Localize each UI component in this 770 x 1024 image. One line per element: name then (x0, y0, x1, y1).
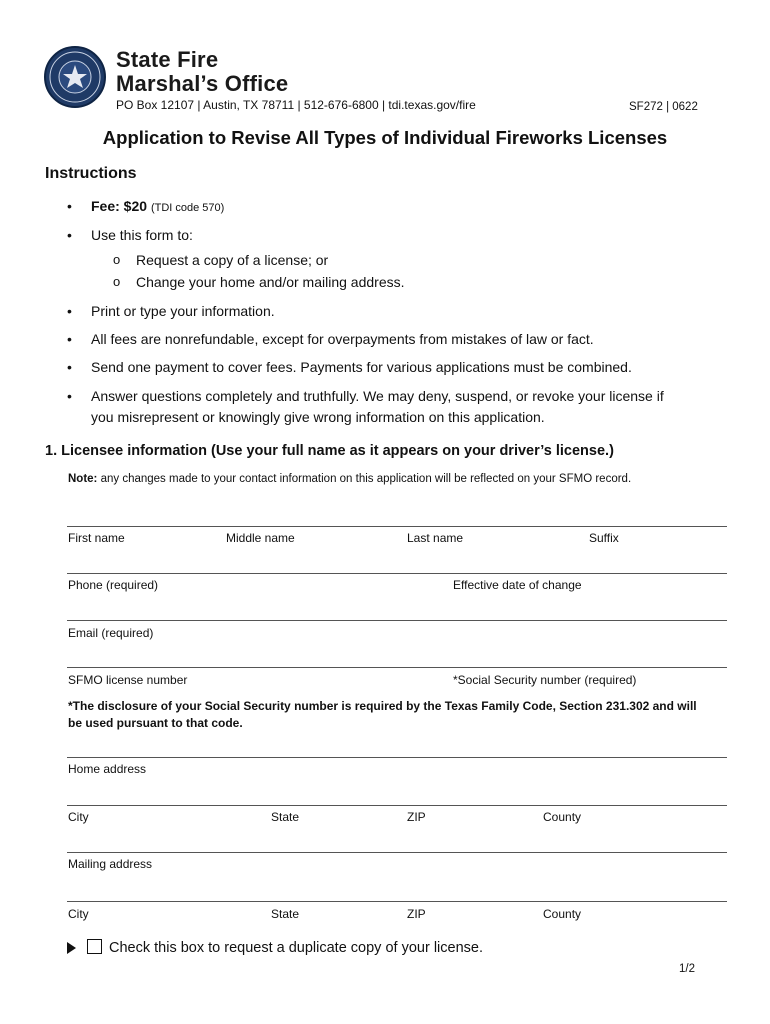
instructions-heading: Instructions (45, 165, 137, 182)
mailing-address-field[interactable]: Mailing address (68, 857, 153, 871)
field-divider (67, 667, 727, 668)
bullet: • (67, 227, 72, 243)
contact-address: PO Box 12107 | Austin, TX 78711 | 512-676-6800 | tdi.texas.gov/fire (116, 98, 476, 112)
fee-label: Fee: $20 (91, 198, 148, 214)
first-name-field[interactable]: First name (68, 531, 125, 545)
mailing-county-field[interactable]: County (543, 907, 582, 921)
org-name-line1: State Fire (116, 47, 219, 72)
phone-field[interactable]: Phone (required) (68, 578, 159, 592)
home-address-field[interactable]: Home address (68, 762, 147, 776)
arrow-right-icon (67, 942, 76, 954)
disclosure-line1: *The disclosure of your Social Security number is required by the Texas Family Code, Section 231.302 and will (68, 699, 697, 713)
mailing-state-field[interactable]: State (271, 907, 300, 921)
bullet: • (67, 388, 72, 404)
mailing-zip-field[interactable]: ZIP (407, 907, 426, 921)
home-state-field[interactable]: State (271, 810, 300, 824)
bullet: • (67, 331, 72, 347)
field-divider (67, 805, 727, 806)
bullet: • (67, 303, 72, 319)
note-text: any changes made to your contact information on this application will be reflected on your SFMO record. (97, 473, 632, 485)
home-city-field[interactable]: City (68, 810, 89, 824)
section1-heading: 1. Licensee information (Use your full name as it appears on your driver’s license.) (45, 443, 614, 459)
instruction-item: Print or type your information. (91, 303, 275, 319)
instruction-item-line2: you misrepresent or knowingly give wrong information on this application. (91, 409, 545, 425)
home-county-field[interactable]: County (543, 810, 582, 824)
org-name-line2: Marshal’s Office (116, 71, 289, 96)
middle-name-field[interactable]: Middle name (226, 531, 295, 545)
instruction-item-line1: Answer questions completely and truthfully. We may deny, suspend, or revoke your license if (91, 388, 664, 404)
section1-note (68, 473, 631, 485)
field-divider (67, 526, 727, 527)
suffix-field[interactable]: Suffix (589, 531, 619, 545)
sub-bullet: o (113, 274, 121, 289)
instruction-item: All fees are nonrefundable, except for overpayments from mistakes of law or fact. (91, 331, 594, 347)
note-label: Note: (68, 473, 98, 485)
duplicate-copy-label[interactable]: Check this box to request a duplicate copy of your license. (109, 940, 483, 956)
fee-item (91, 198, 224, 214)
field-divider (67, 573, 727, 574)
field-divider (67, 757, 727, 758)
instruction-item: Send one payment to cover fees. Payments for various applications must be combined. (91, 359, 632, 375)
sub-item-address: Change your home and/or mailing address. (136, 274, 405, 290)
mailing-city-field[interactable]: City (68, 907, 89, 921)
effective-date-field[interactable]: Effective date of change (453, 578, 582, 592)
sub-bullet: o (113, 252, 121, 267)
field-divider (67, 620, 727, 621)
bullet: • (67, 198, 72, 214)
fee-code: (TDI code 570) (150, 202, 225, 214)
email-field[interactable]: Email (required) (68, 626, 154, 640)
home-zip-field[interactable]: ZIP (407, 810, 426, 824)
form-number: SF272 | 0622 (629, 101, 698, 113)
field-divider (67, 852, 727, 853)
disclosure-line2: be used pursuant to that code. (68, 716, 243, 730)
last-name-field[interactable]: Last name (407, 531, 464, 545)
ssn-field[interactable]: *Social Security number (required) (453, 673, 637, 687)
texas-state-seal-icon (44, 46, 106, 108)
sub-item-copy: Request a copy of a license; or (136, 252, 329, 268)
ssn-disclosure (68, 698, 728, 732)
field-divider (67, 901, 727, 902)
duplicate-copy-checkbox[interactable] (87, 939, 102, 954)
use-form-item: Use this form to: (91, 227, 193, 243)
page-title: Application to Revise All Types of Individual Fireworks Licenses (102, 127, 668, 148)
bullet: • (67, 359, 72, 375)
license-number-field[interactable]: SFMO license number (68, 673, 188, 687)
page-number: 1/2 (679, 963, 695, 975)
